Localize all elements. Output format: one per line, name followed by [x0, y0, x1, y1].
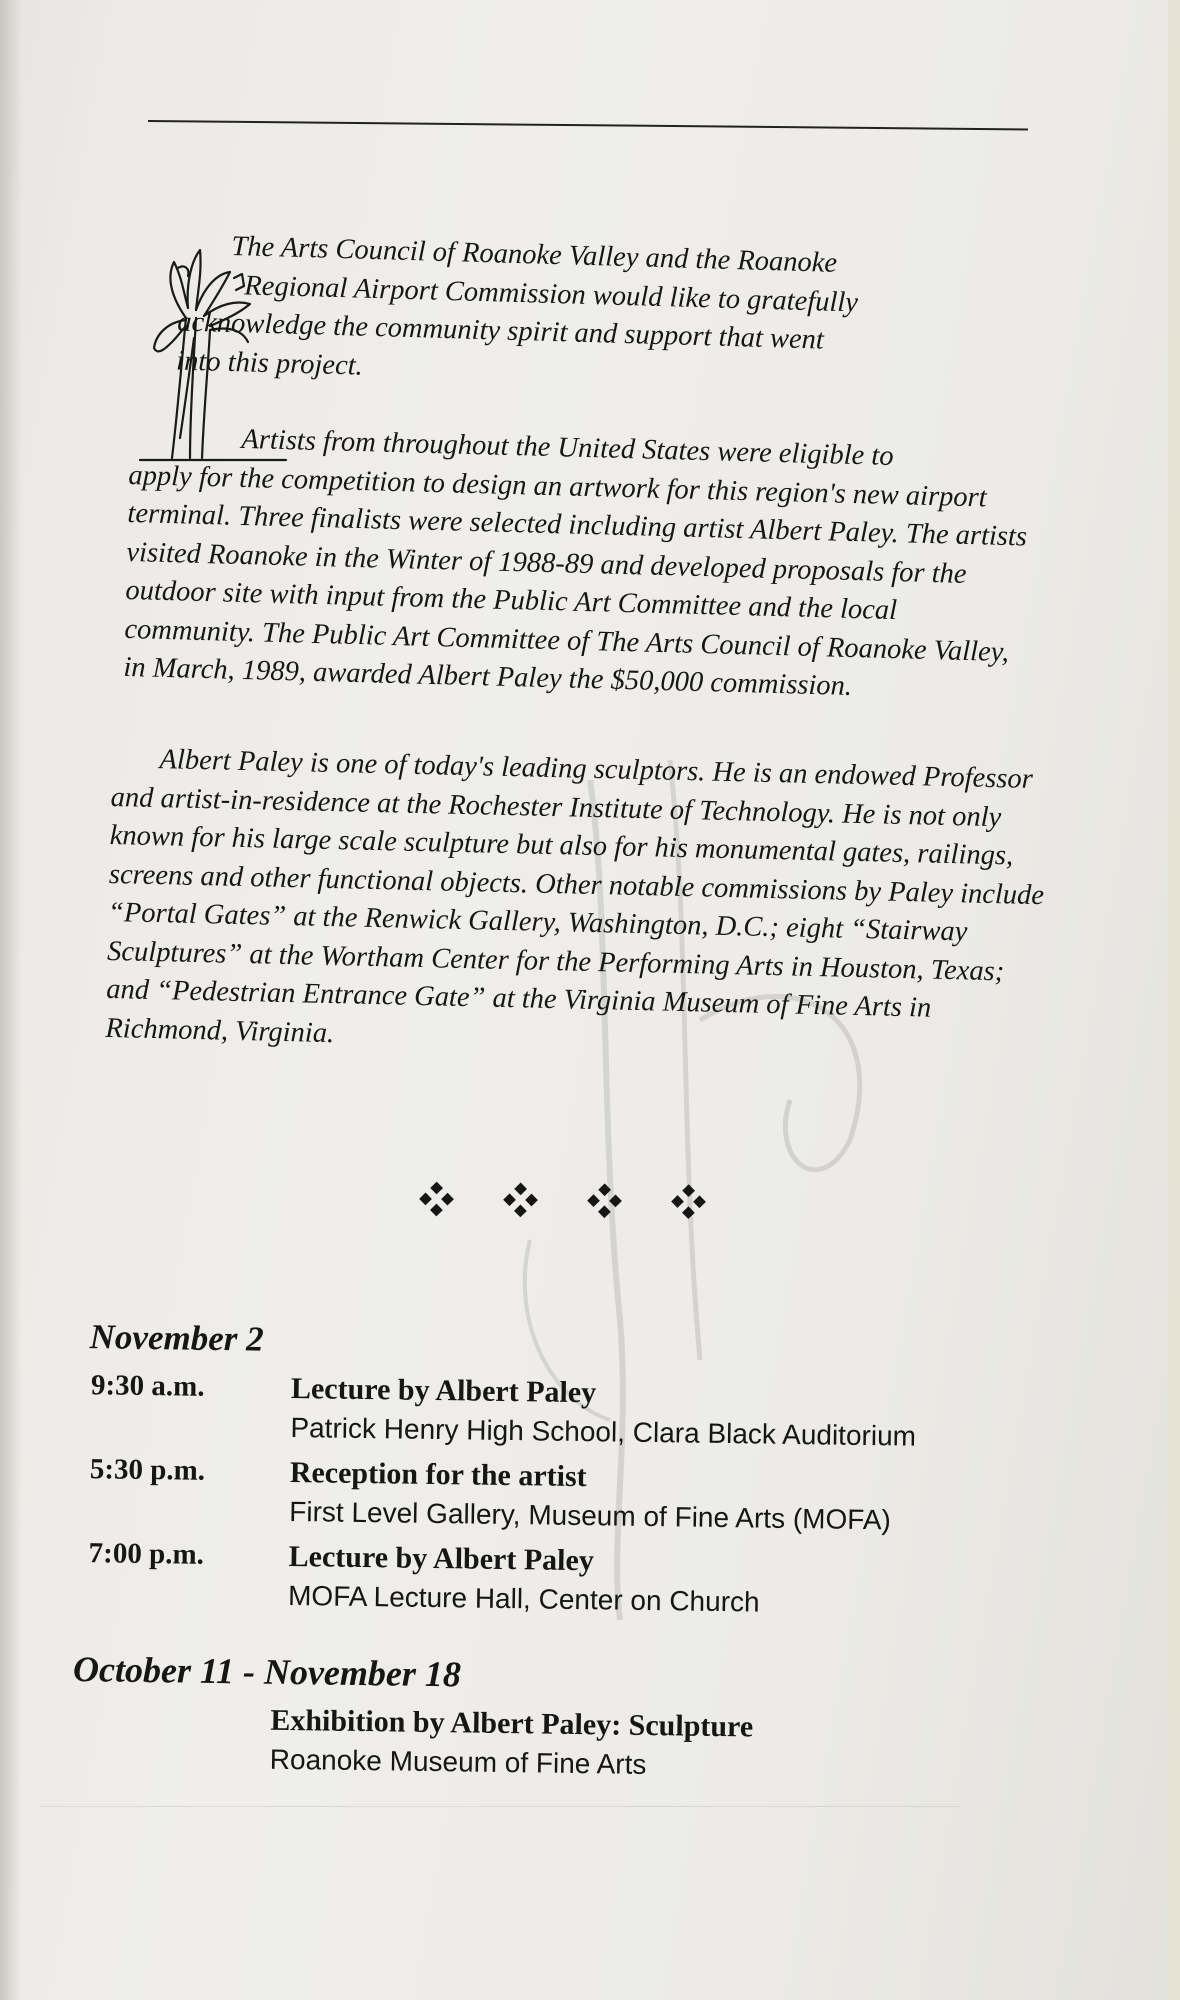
acknowledgment-line-4: into this project.	[175, 345, 364, 382]
page-right-edge	[1168, 0, 1180, 2000]
event-location: First Level Gallery, Museum of Fine Arts (MOFA)	[289, 1495, 892, 1536]
acknowledgment-line-1: The Arts Council of Roanoke Valley and the Roanoke	[231, 230, 838, 279]
page-edge-shadow	[0, 0, 22, 2000]
acknowledgment-line-3: acknowledge the community spirit and support that went	[176, 306, 825, 356]
schedule-date-heading: November 2	[89, 1317, 264, 1359]
event-schedule	[71, 1315, 1077, 1797]
diamond-ornament-row	[418, 1180, 738, 1223]
acknowledgment-paragraph	[175, 228, 1022, 404]
faint-bottom-rule	[40, 1806, 960, 1807]
event-time: 5:30 p.m.	[89, 1453, 206, 1487]
competition-paragraph	[123, 418, 1030, 711]
event-location: MOFA Lecture Hall, Center on Church	[287, 1579, 760, 1618]
diamond-ornament-icon	[418, 1180, 454, 1216]
diamond-ornament-icon	[670, 1183, 706, 1219]
top-divider-rule	[148, 120, 1028, 130]
diamond-ornament-icon	[502, 1181, 538, 1217]
biography-paragraph: Albert Paley is one of today's leading sculptors. He is an endowed Professor and artist-in-residence at the Rochester Institute of Technology. He is not only known for his large scale sculpture but also for his monumental gates, railings, screens and other functional objects. Other notable commissions by Paley include “Portal Gates” at the Renwick Gallery, Washington, D.C.; eight “Stairway Sculptures” at the Wortham Center for the Performing Arts in Houston, Texas; and “Pedestrian Entrance Gate” at the Virginia Museum of Fine Arts in Richmond, Virginia.	[105, 744, 1045, 1049]
event-title: Lecture by Albert Paley	[290, 1371, 597, 1410]
competition-first-line: Artists from throughout the United States were eligible to	[241, 423, 894, 472]
event-title: Reception for the artist	[289, 1455, 587, 1494]
exhibition-dates-heading: October 11 - November 18	[72, 1648, 462, 1695]
acknowledgment-line-2: Regional Airport Commission would like to gratefully	[243, 269, 859, 319]
event-title: Lecture by Albert Paley	[288, 1539, 595, 1578]
event-time: 9:30 a.m.	[90, 1369, 205, 1403]
exhibition-title: Exhibition by Albert Paley: Sculpture	[270, 1703, 754, 1744]
event-location: Patrick Henry High School, Clara Black Auditorium	[290, 1411, 917, 1452]
exhibition-location: Roanoke Museum of Fine Arts	[269, 1743, 647, 1780]
competition-body: apply for the competition to design an artwork for this region's new airport terminal. Three finalists were selected including artist Albert Paley. The artists visited Roanoke in the Winter of 1988-89 and developed proposals for the outdoor site with input from the Public Art Committee and the local community. The Public Art Committee of The Arts Council of Roanoke Valley, in March, 1989, awarded Albert Paley the $50,000 commission.	[123, 459, 1028, 702]
diamond-ornament-icon	[586, 1182, 622, 1218]
event-time: 7:00 p.m.	[88, 1537, 205, 1571]
